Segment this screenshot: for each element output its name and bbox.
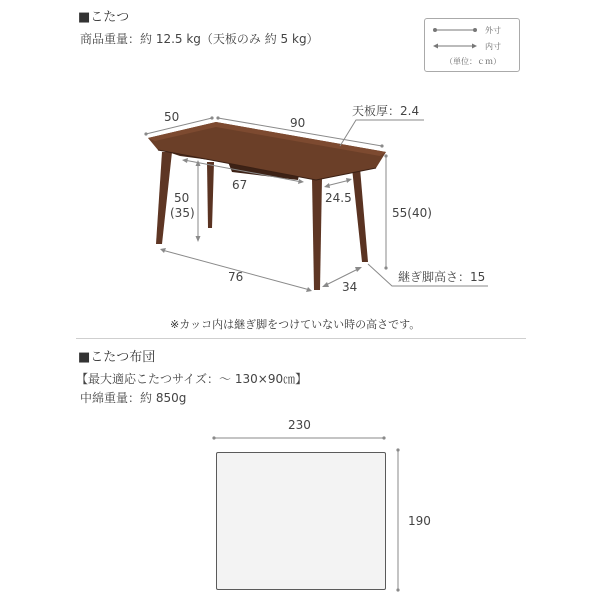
futon-width: 230 [288,418,311,432]
dim-inner-height: 50 [174,191,190,205]
dim-width: 90 [290,116,306,130]
dim-leg-depth: 34 [342,280,358,294]
futon-weight: 中綿重量：約 850g [80,391,187,405]
dim-top-thickness: 天板厚：2.4 [352,104,420,118]
futon-height: 190 [408,514,431,528]
dim-inner-width: 67 [232,178,248,192]
kotatsu-note: ※カッコ内は継ぎ脚をつけていない時の高さです。 [170,318,421,331]
dim-joint-leg: 継ぎ脚高さ：15 [398,270,486,284]
futon-rectangle [216,452,386,590]
legend-unit-label: （単位：ｃｍ） [445,57,501,66]
legend-outer-label: 外寸 [485,26,501,35]
futon-heading: ■こたつ布団 [78,350,156,365]
dim-depth: 50 [164,110,180,124]
kotatsu-heading: ■こたつ [78,10,130,25]
dim-leg-width: 76 [228,270,244,284]
kotatsu-weight: 商品重量：約 12.5 kg（天板のみ 約 5 kg） [80,32,319,46]
dim-inner-depth: 24.5 [325,191,352,205]
futon-fit: 【最大適応こたつサイズ：～ 130×90㎝】 [76,372,308,386]
legend-inner-label: 内寸 [485,42,501,51]
dim-height: 55(40) [392,206,432,220]
dim-inner-height-alt: (35) [170,206,195,220]
